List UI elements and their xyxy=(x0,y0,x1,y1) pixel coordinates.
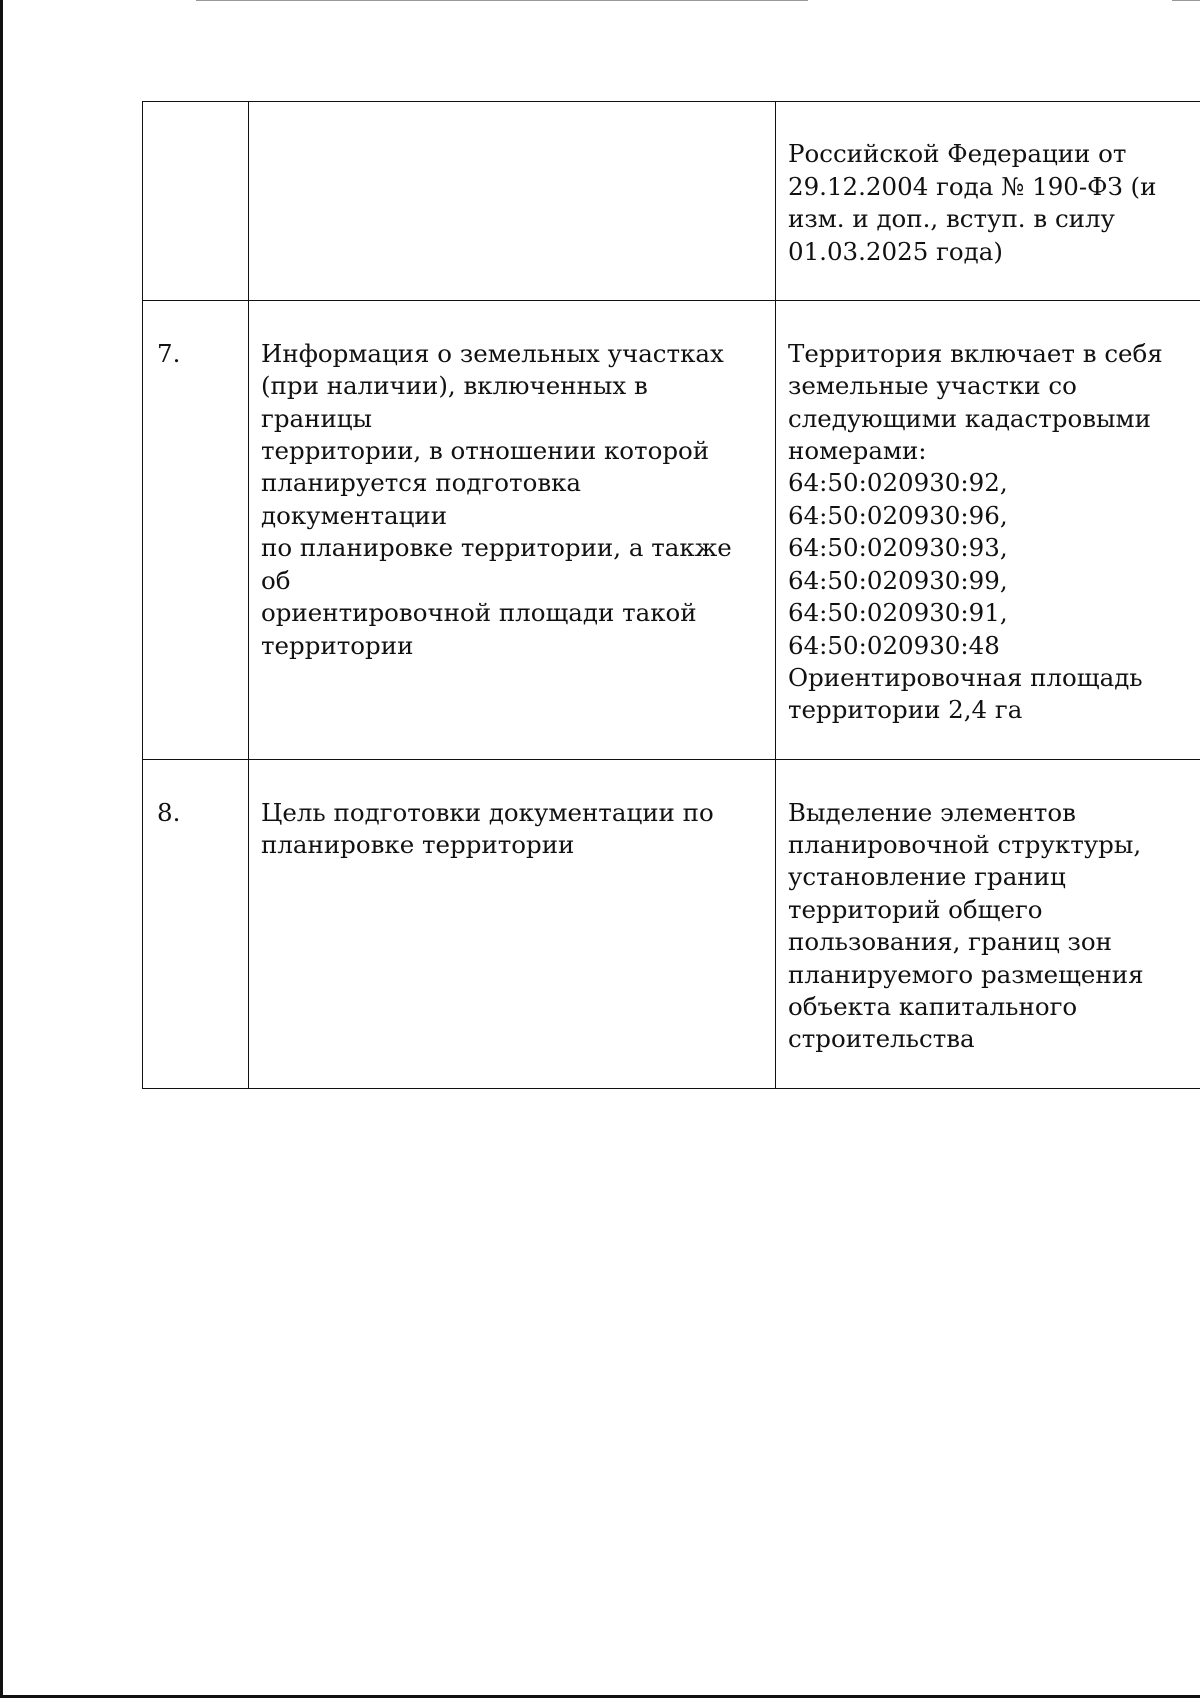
table-row xyxy=(143,301,1200,760)
row-value-cell xyxy=(776,301,1200,760)
document-table xyxy=(142,101,1200,1089)
table-row xyxy=(143,102,1200,301)
row-value: Территория включает в себя земельные участки со следующими кадастровыми номерами: 64:50:020930:92, 64:50:020930:96, 64:50:020930:93, 64:50:020930:99, 64:50:020930:91, 64:50:020930:48 Ориентировочная площадь территории 2,4 га xyxy=(788,338,1163,725)
row-value-cell xyxy=(776,760,1200,1089)
row-value: Выделение элементов планировочной структуры, установление границ территорий общего пользования, границ зон планируемого размещения объекта капитального строительства xyxy=(788,797,1144,1054)
row-description: Цель подготовки документации по планировке территории xyxy=(261,797,714,859)
table-row xyxy=(143,760,1200,1089)
scan-edge-line xyxy=(196,0,808,1)
row-number-cell xyxy=(143,301,249,760)
scan-edge-line xyxy=(1172,0,1200,1)
row-description-cell xyxy=(249,760,776,1089)
row-description-cell xyxy=(249,102,776,301)
row-description-cell xyxy=(249,301,776,760)
row-number-cell xyxy=(143,760,249,1089)
row-value: Российской Федерации от 29.12.2004 года № 190-ФЗ (и изм. и доп., вступ. в силу 01.03.2025 года) xyxy=(788,139,1157,266)
row-number-cell xyxy=(143,102,249,301)
row-number: 7. xyxy=(157,338,181,368)
row-description: Информация о земельных участках (при наличии), включенных в границы территории, в отношении которой планируется подготовка документации по планировке территории, а также об ориентировочной площади такой территории xyxy=(261,338,732,660)
row-value-cell xyxy=(776,102,1200,301)
row-number: 8. xyxy=(157,797,181,827)
